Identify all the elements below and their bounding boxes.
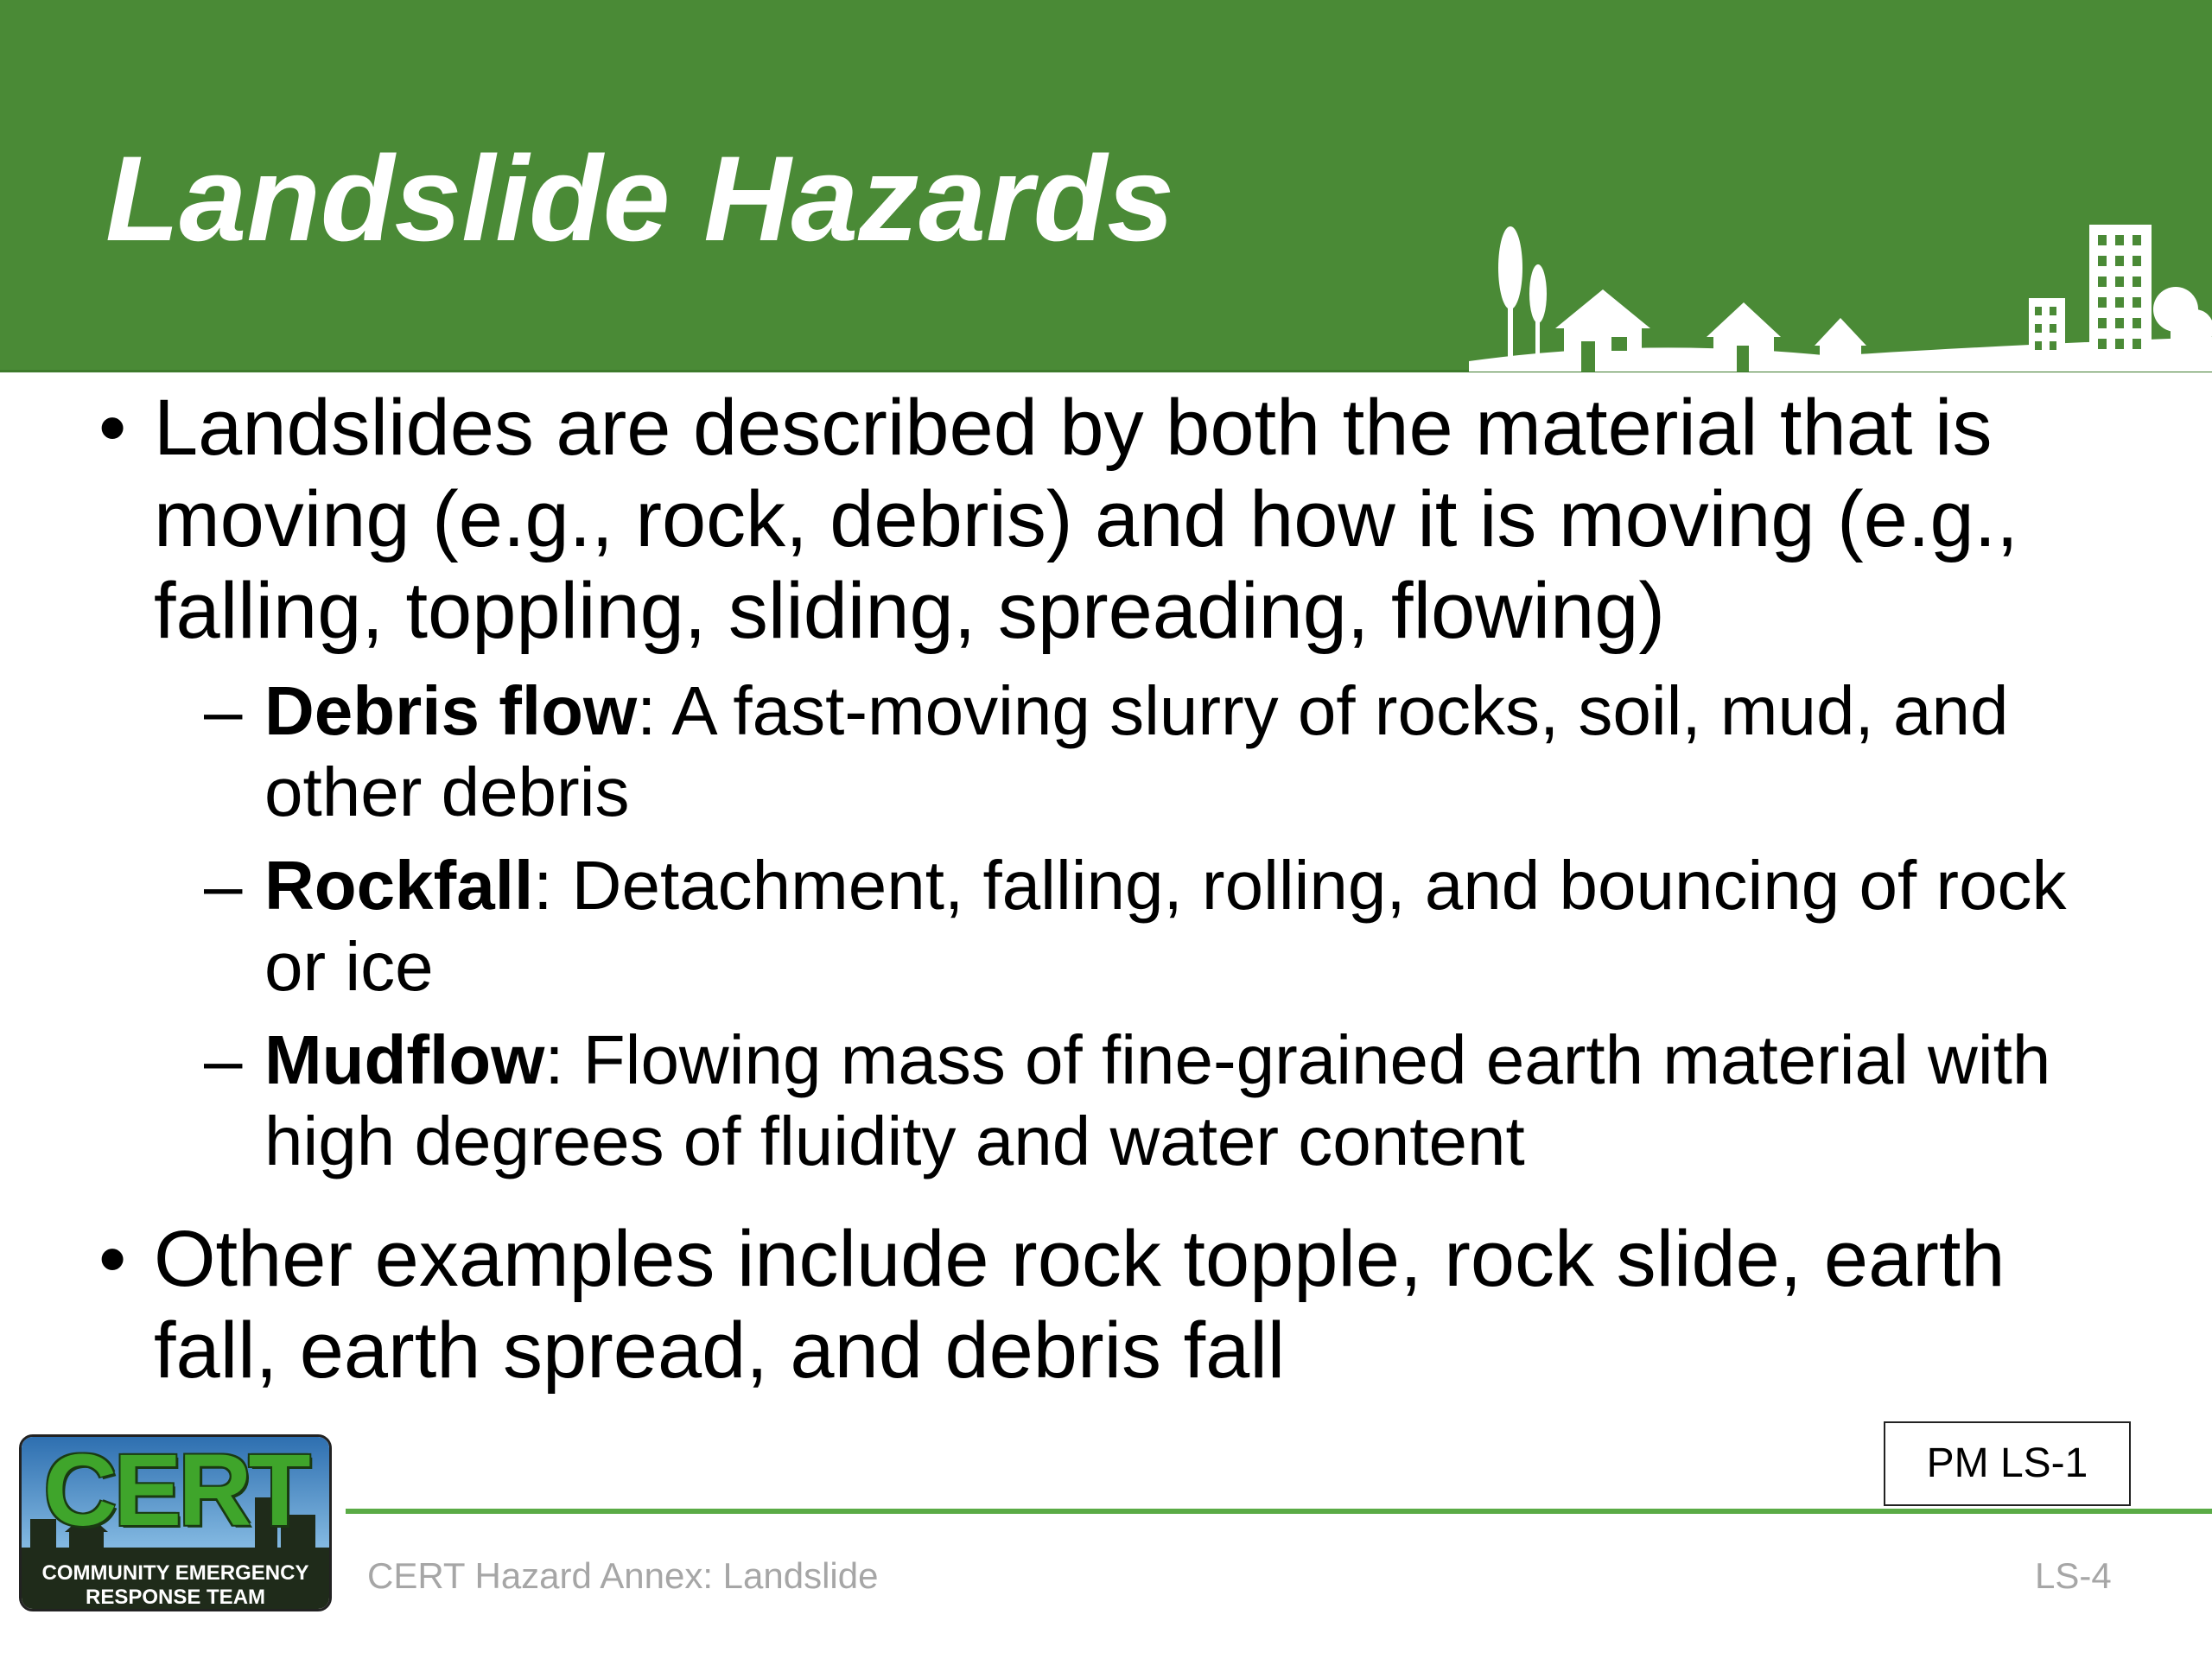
bullet-mark: •	[99, 384, 127, 472]
term-definition: : A fast-moving slurry of rocks, soil, mud, and other debris	[264, 672, 2009, 830]
bullet-text: Landslides are described by both the material that is moving (e.g., rock, debris) and how it is moving (e.g., falling, toppling, sliding, spreading, flowing)	[154, 384, 2018, 655]
dash-mark: –	[204, 1021, 243, 1098]
logo-subtitle	[22, 1558, 329, 1611]
term-definition: : Flowing mass of fine-grained earth material with high degrees of fluidity and water content	[264, 1021, 2051, 1179]
dash-mark: –	[204, 847, 243, 924]
sub-item-mudflow	[204, 1020, 2079, 1182]
term-label: Mudflow	[264, 1021, 545, 1098]
term-label: Rockfall	[264, 847, 534, 924]
footer-divider	[346, 1509, 2212, 1514]
reference-box: PM LS-1	[1884, 1421, 2131, 1506]
bullet-item	[99, 1213, 2089, 1396]
sub-item-rockfall	[204, 845, 2079, 1007]
term-label: Debris flow	[264, 672, 638, 749]
bullet-mark: •	[99, 1215, 127, 1303]
footer-title: CERT Hazard Annex: Landslide	[367, 1555, 879, 1596]
skyline-icon	[1469, 207, 2212, 372]
bullet-text: Other examples include rock topple, rock slide, earth fall, earth spread, and debris fall	[154, 1215, 2005, 1395]
bullet-item	[99, 382, 2089, 657]
cert-logo	[19, 1434, 332, 1611]
title-banner	[0, 0, 2212, 372]
sub-item-debris-flow	[204, 671, 2079, 833]
logo-subtitle-line1: COMMUNITY EMERGENCY	[41, 1561, 309, 1585]
term-definition: : Detachment, falling, rolling, and bouncing of rock or ice	[264, 847, 2067, 1005]
dash-mark: –	[204, 672, 243, 749]
logo-wordmark: CERT	[43, 1434, 308, 1548]
slide-title: Landslide Hazards	[105, 130, 1175, 266]
page-number: LS-4	[2035, 1555, 2112, 1596]
logo-subtitle-line2: RESPONSE TEAM	[85, 1586, 266, 1609]
